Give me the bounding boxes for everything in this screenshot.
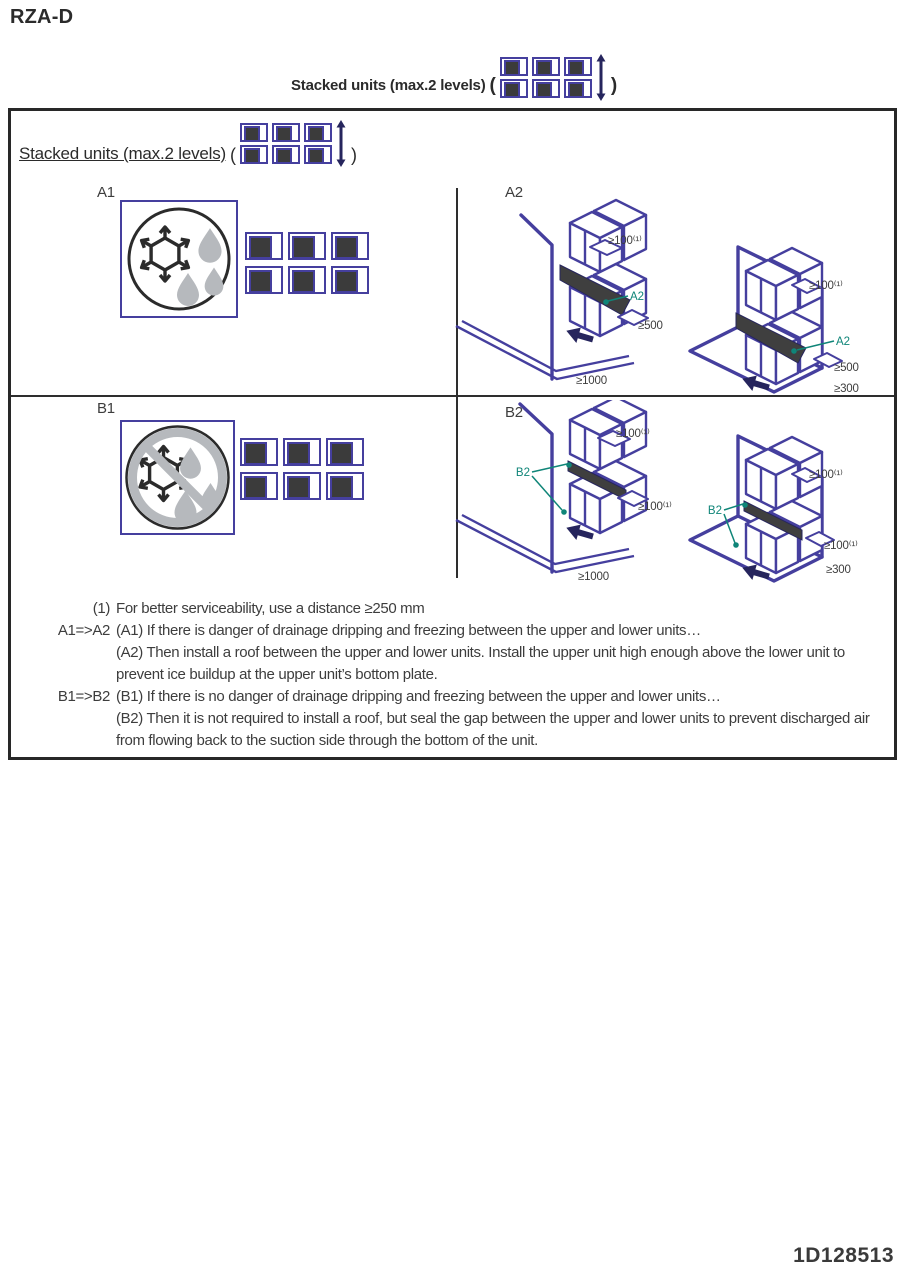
no-snowflake-drops-icon [122, 422, 233, 533]
unit-fill [536, 60, 552, 76]
stacked-units-panel [8, 108, 897, 760]
note-row [44, 598, 892, 620]
unit-fill [504, 82, 520, 98]
unit-fill [287, 442, 310, 465]
unit-cell [272, 145, 300, 164]
quadrant-label-b2: B2 [505, 404, 523, 421]
snowflake-drops-icon [122, 202, 236, 316]
unit-fill [536, 82, 552, 98]
note-paragraph: (B1) If there is no danger of drainage dripping and freezing between the upper and lower units… [116, 688, 721, 705]
unit-cell [500, 57, 528, 76]
note-text [116, 620, 892, 686]
b2-right-diagram [688, 420, 903, 590]
unit-cell [240, 438, 278, 466]
height-arrow-icon [335, 120, 347, 167]
paren-close: ) [610, 75, 618, 96]
footnotes [44, 598, 892, 752]
unit-fill [249, 236, 272, 259]
note-key: B1=>B2 [57, 688, 110, 705]
top-header-title: Stacked units (max.2 levels) [291, 77, 486, 94]
unit-cell [564, 79, 592, 98]
b2-left-diagram [452, 400, 687, 590]
stacked-units-icon [245, 232, 369, 294]
unit-cell [240, 145, 268, 164]
unit-cell [304, 145, 332, 164]
stacked-units-icon [240, 438, 364, 500]
document-code: 1D128513 [793, 1244, 894, 1267]
quadrant-label-a1: A1 [97, 184, 115, 201]
unit-cell [240, 123, 268, 142]
unit-cell [245, 266, 283, 294]
unit-cell [240, 472, 278, 500]
panel-title [19, 120, 357, 167]
note-text [116, 598, 892, 620]
note-row [44, 686, 892, 752]
callout-label: B2 [515, 467, 530, 479]
unit-cell [288, 266, 326, 294]
note-row [44, 620, 892, 686]
unit-fill [504, 60, 520, 76]
stacked-units-seal [564, 400, 646, 544]
paren-close: ) [350, 145, 357, 165]
dimension-label: ≥100⁽¹⁾ [809, 469, 843, 481]
note-paragraph: For better serviceability, use a distance ≥250 mm [116, 600, 425, 617]
note-text [116, 686, 892, 752]
height-arrow-icon [595, 54, 607, 101]
unit-fill [244, 442, 267, 465]
page-title: RZA-D [10, 6, 74, 28]
dimension-label: ≥100⁽¹⁾ [638, 501, 672, 513]
unit-fill [308, 148, 324, 164]
unit-cell [326, 438, 364, 466]
unit-fill [292, 270, 315, 293]
no-freeze-risk-badge [120, 420, 235, 535]
note-key: A1=>A2 [57, 622, 110, 639]
freeze-risk-badge [120, 200, 238, 318]
unit-cell [564, 57, 592, 76]
unit-grid [500, 57, 592, 98]
paren-open: ( [229, 145, 236, 165]
dimension-label: ≥1000 [578, 571, 609, 583]
unit-cell [500, 79, 528, 98]
panel-title-text: Stacked units (max.2 levels) [19, 144, 226, 163]
unit-cell [304, 123, 332, 142]
unit-fill [292, 236, 315, 259]
unit-cell [331, 266, 369, 294]
unit-fill [287, 476, 310, 499]
dimension-label: ≥300 [826, 564, 851, 576]
floor-line [456, 326, 634, 379]
unit-fill [335, 236, 358, 259]
note-paragraph: (A2) Then install a roof between the upper and lower units. Install the upper unit high enough above the lower unit to prevent ice buildup at the upper unit’s bottom plate. [116, 644, 845, 683]
unit-cell [283, 438, 321, 466]
dimension-label: ≥100⁽¹⁾ [608, 235, 642, 247]
dimension-label: ≥100⁽¹⁾ [824, 540, 858, 552]
unit-cell [532, 57, 560, 76]
note-paragraph: (A1) If there is danger of drainage dripping and freezing between the upper and lower units… [116, 622, 701, 639]
unit-fill [568, 82, 584, 98]
dimension-label: ≥100⁽¹⁾ [809, 280, 843, 292]
callout-label: A2 [836, 336, 851, 348]
unit-cell [532, 79, 560, 98]
unit-fill [335, 270, 358, 293]
unit-fill [244, 148, 260, 164]
unit-fill [249, 270, 272, 293]
unit-fill [244, 126, 260, 142]
callout-label: B2 [707, 505, 722, 517]
unit-cell [288, 232, 326, 260]
unit-fill [308, 126, 324, 142]
unit-grid [240, 123, 332, 164]
unit-fill [276, 148, 292, 164]
unit-fill [330, 476, 353, 499]
quadrant-label-b1: B1 [97, 400, 115, 417]
unit-fill [244, 476, 267, 499]
unit-fill [276, 126, 292, 142]
dimension-label: ≥500 [834, 362, 859, 374]
dimension-label: ≥1000 [576, 375, 607, 387]
unit-cell [283, 472, 321, 500]
top-header [291, 54, 617, 101]
unit-cell [272, 123, 300, 142]
callout-label: A2 [630, 291, 645, 303]
dimension-label: ≥500 [638, 320, 663, 332]
quadrant-label-a2: A2 [505, 184, 523, 201]
a2-left-diagram [452, 193, 677, 398]
stacked-units-icon [240, 120, 347, 167]
paren-open: ( [489, 75, 496, 96]
unit-fill [330, 442, 353, 465]
unit-cell [326, 472, 364, 500]
note-paragraph: (B2) Then it is not required to install a roof, but seal the gap between the upper and lower units to prevent discharged air from flowing back to the suction side through the bottom of the unit. [116, 710, 870, 749]
stacked-units-icon [500, 54, 607, 101]
unit-cell [245, 232, 283, 260]
unit-fill [568, 60, 584, 76]
a2-right-diagram [688, 233, 898, 398]
dimension-label: ≥300 [834, 383, 859, 395]
unit-cell [331, 232, 369, 260]
dimension-label: ≥100⁽¹⁾ [616, 428, 650, 440]
note-key: (1) [92, 600, 110, 617]
